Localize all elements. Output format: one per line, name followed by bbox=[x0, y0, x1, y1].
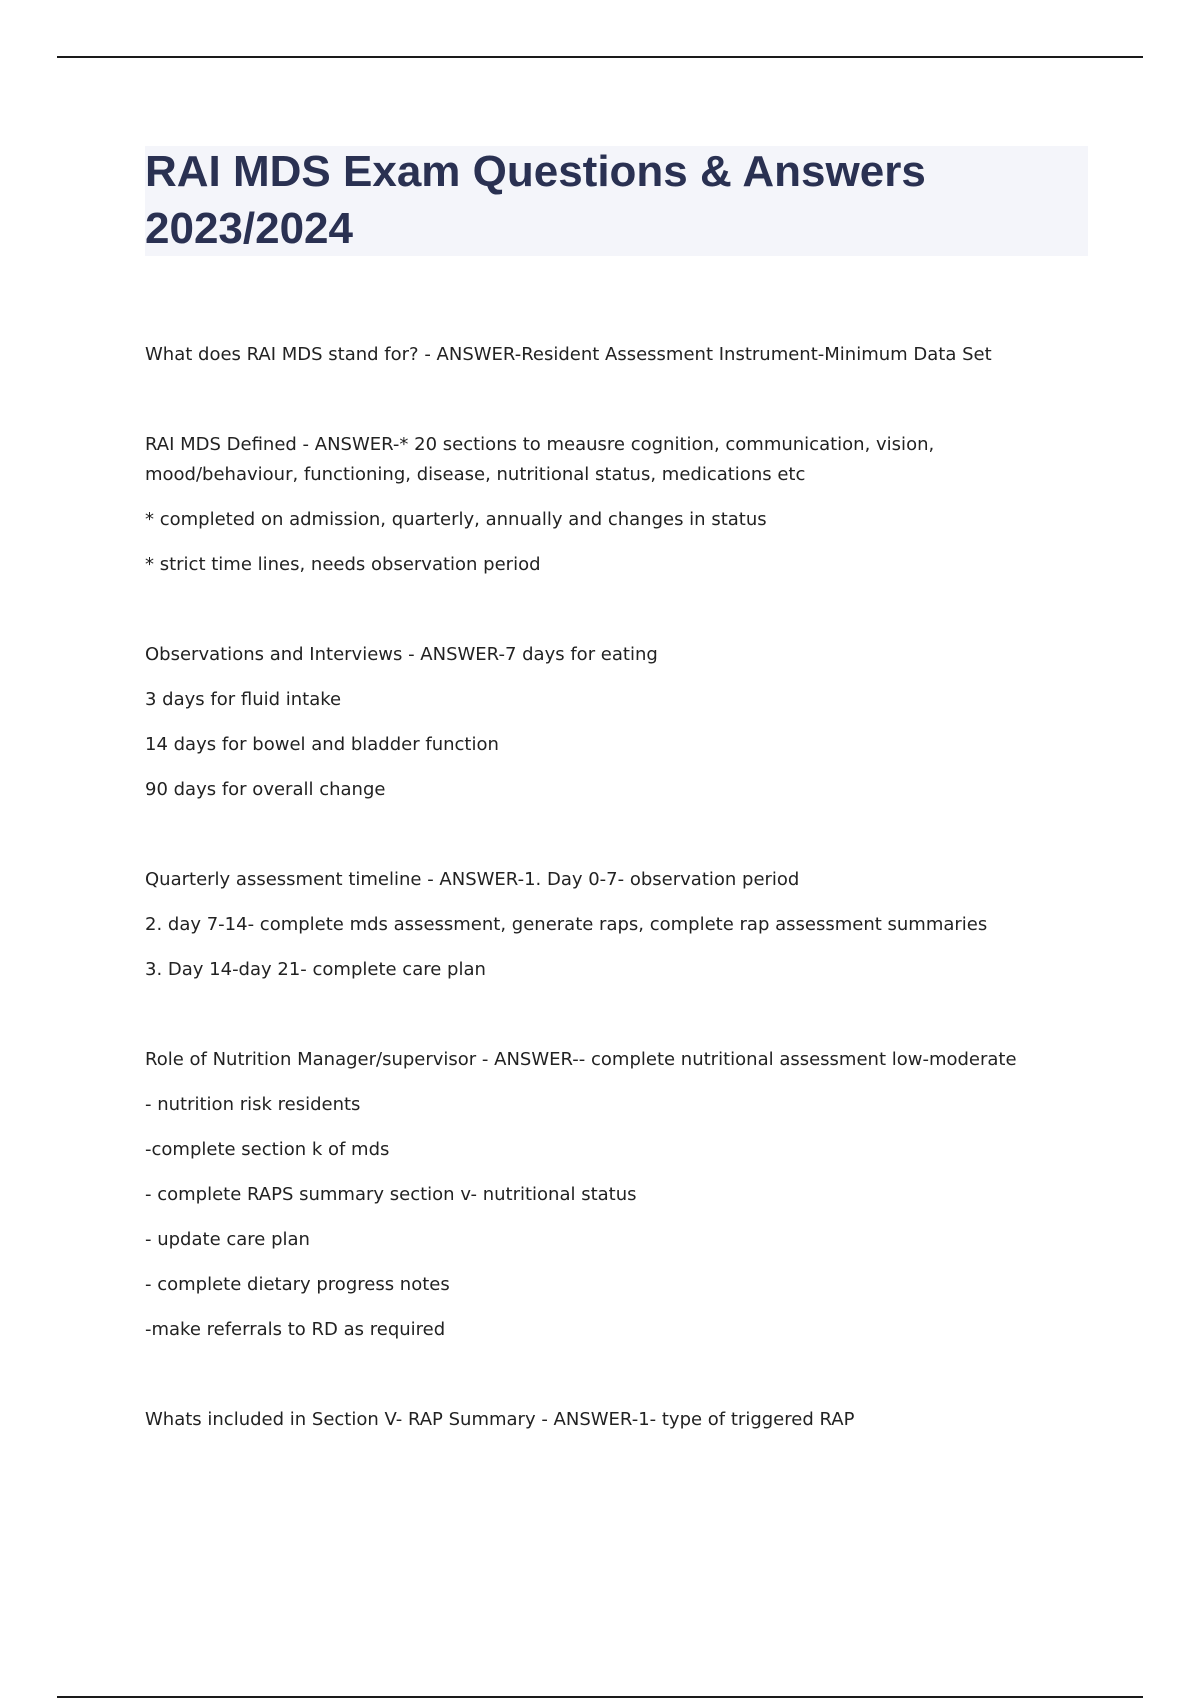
qa-line: 2. day 7-14- complete mds assessment, generate raps, complete rap assessment summaries bbox=[145, 914, 988, 935]
title-banner bbox=[145, 146, 1088, 256]
entry-spacer bbox=[145, 385, 1105, 430]
qa-entry-2 bbox=[145, 430, 1105, 580]
qa-content bbox=[145, 340, 1105, 1450]
qa-line: -complete section k of mds bbox=[145, 1139, 390, 1160]
qa-line: RAI MDS Defined - ANSWER-* 20 sections to meausre cognition, communication, vision, mood/behaviour, functioning, disease, nutritional status, medications etc bbox=[145, 434, 935, 485]
qa-line: - update care plan bbox=[145, 1229, 310, 1250]
qa-line: 3. Day 14-day 21- complete care plan bbox=[145, 959, 486, 980]
qa-line: Whats included in Section V- RAP Summary - ANSWER-1- type of triggered RAP bbox=[145, 1409, 855, 1430]
qa-line: What does RAI MDS stand for? - ANSWER-Resident Assessment Instrument-Minimum Data Set bbox=[145, 344, 992, 365]
qa-line: - complete dietary progress notes bbox=[145, 1274, 450, 1295]
entry-spacer bbox=[145, 820, 1105, 865]
entry-spacer bbox=[145, 595, 1105, 640]
qa-entry-3 bbox=[145, 640, 1105, 805]
bottom-rule bbox=[57, 1696, 1143, 1698]
qa-line: Quarterly assessment timeline - ANSWER-1. Day 0-7- observation period bbox=[145, 869, 800, 890]
qa-line: Observations and Interviews - ANSWER-7 days for eating bbox=[145, 644, 658, 665]
qa-line: Role of Nutrition Manager/supervisor - ANSWER-- complete nutritional assessment low-moderate bbox=[145, 1049, 1017, 1070]
qa-entry-6 bbox=[145, 1405, 1105, 1435]
qa-line: * strict time lines, needs observation period bbox=[145, 554, 541, 575]
qa-entry-1 bbox=[145, 340, 1105, 370]
entry-spacer bbox=[145, 1000, 1105, 1045]
top-rule bbox=[57, 56, 1143, 58]
qa-line: -make referrals to RD as required bbox=[145, 1319, 446, 1340]
qa-entry-5 bbox=[145, 1045, 1105, 1345]
page-title: RAI MDS Exam Questions & Answers 2023/2024 bbox=[145, 147, 926, 253]
qa-line: 90 days for overall change bbox=[145, 779, 386, 800]
qa-line: - complete RAPS summary section v- nutritional status bbox=[145, 1184, 637, 1205]
qa-line: 3 days for fluid intake bbox=[145, 689, 342, 710]
entry-spacer bbox=[145, 1360, 1105, 1405]
qa-line: * completed on admission, quarterly, annually and changes in status bbox=[145, 509, 767, 530]
qa-line: 14 days for bowel and bladder function bbox=[145, 734, 499, 755]
qa-line: - nutrition risk residents bbox=[145, 1094, 361, 1115]
qa-entry-4 bbox=[145, 865, 1105, 985]
